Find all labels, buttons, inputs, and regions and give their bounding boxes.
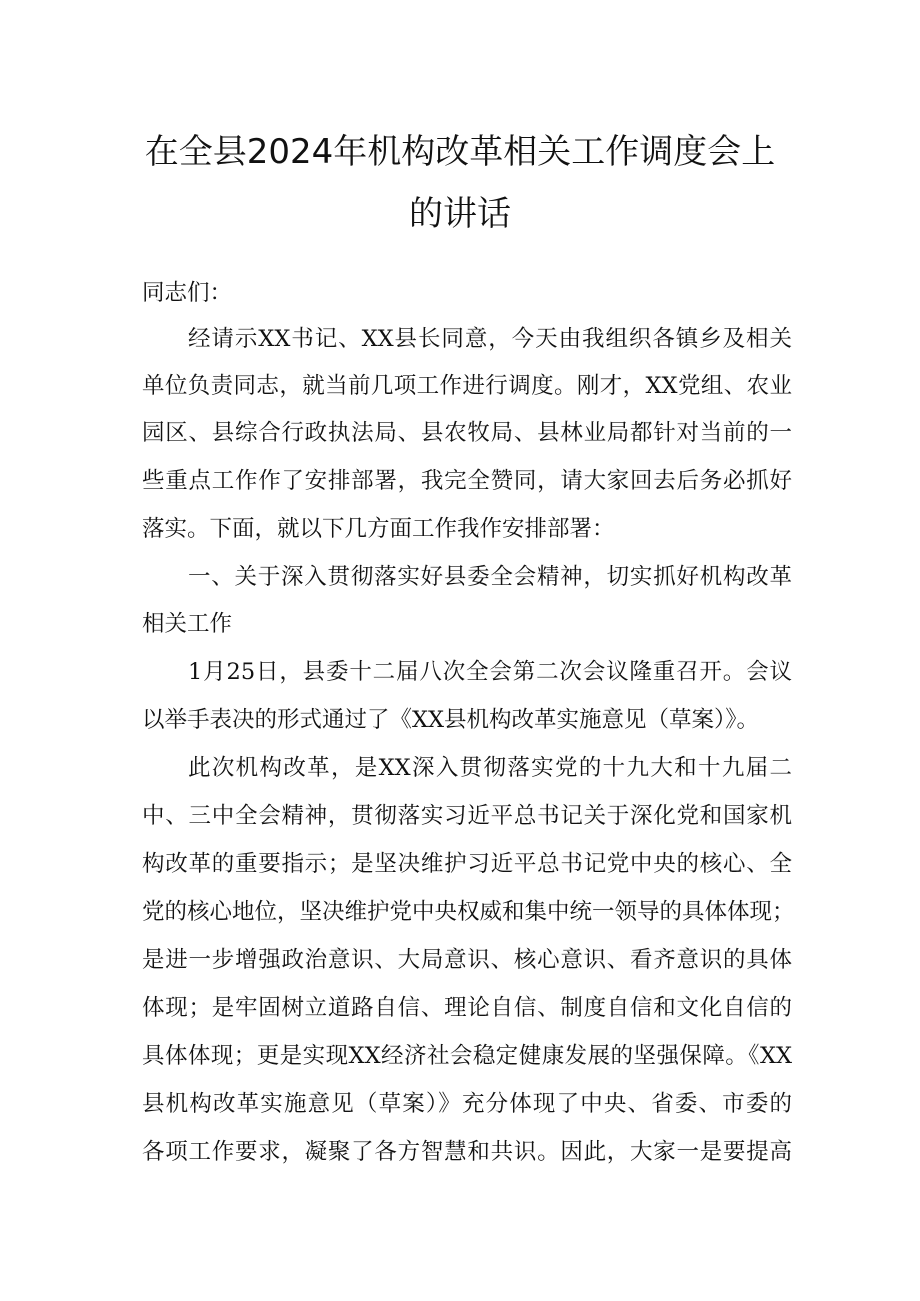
paragraph-1-line-3: 园区、县综合行政执法局、县农牧局、县林业局都针对当前的一 — [142, 420, 792, 446]
paragraph-1-line-4: 些重点工作作了安排部署，我完全赞同，请大家回去后务必抓好 — [142, 468, 792, 494]
paragraph-3-line-9: 各项工作要求，凝聚了各方智慧和共识。因此，大家一是要提高 — [142, 1139, 792, 1165]
paragraph-1-line-1: 经请示XX书记、XX县长同意，今天由我组织各镇乡及相关 — [188, 326, 792, 352]
paragraph-3-line-7: 具体体现；更是实现XX经济社会稳定健康发展的坚强保障。《XX — [142, 1043, 792, 1069]
paragraph-3-line-2: 中、三中全会精神，贯彻落实习近平总书记关于深化党和国家机 — [142, 803, 792, 829]
paragraph-3-line-3: 构改革的重要指示；是坚决维护习近平总书记党中央的核心、全 — [142, 851, 792, 877]
paragraph-3-line-1: 此次机构改革，是XX深入贯彻落实党的十九大和十九届二 — [188, 755, 792, 781]
paragraph-3-line-4: 党的核心地位，坚决维护党中央权威和集中统一领导的具体体现； — [142, 899, 795, 925]
paragraph-2-line-1: 1月25日，县委十二届八次全会第二次会议隆重召开。会议 — [188, 659, 792, 685]
section-heading-1-line-1: 一、关于深入贯彻落实好县委全会精神，切实抓好机构改革 — [188, 564, 792, 590]
paragraph-1-line-5: 落实。下面，就以下几方面工作我作安排部署： — [142, 516, 615, 542]
section-heading-1-line-2: 相关工作 — [142, 611, 233, 637]
paragraph-1-line-2: 单位负责同志，就当前几项工作进行调度。刚才，XX党组、农业 — [142, 373, 792, 399]
paragraph-3-line-5: 是进一步增强政治意识、大局意识、核心意识、看齐意识的具体 — [142, 947, 792, 973]
paragraph-3-line-6: 体现；是牢固树立道路自信、理论自信、制度自信和文化自信的 — [142, 995, 792, 1021]
document-title-line-2: 的讲话 — [409, 194, 511, 234]
paragraph-2-line-2: 以举手表决的形式通过了《XX县机构改革实施意见（草案）》。 — [142, 707, 760, 733]
paragraph-3-line-8: 县机构改革实施意见（草案）》充分体现了中央、省委、市委的 — [142, 1091, 792, 1117]
document-title-line-1: 在全县2024年机构改革相关工作调度会上 — [144, 132, 776, 172]
salutation: 同志们： — [142, 280, 233, 306]
